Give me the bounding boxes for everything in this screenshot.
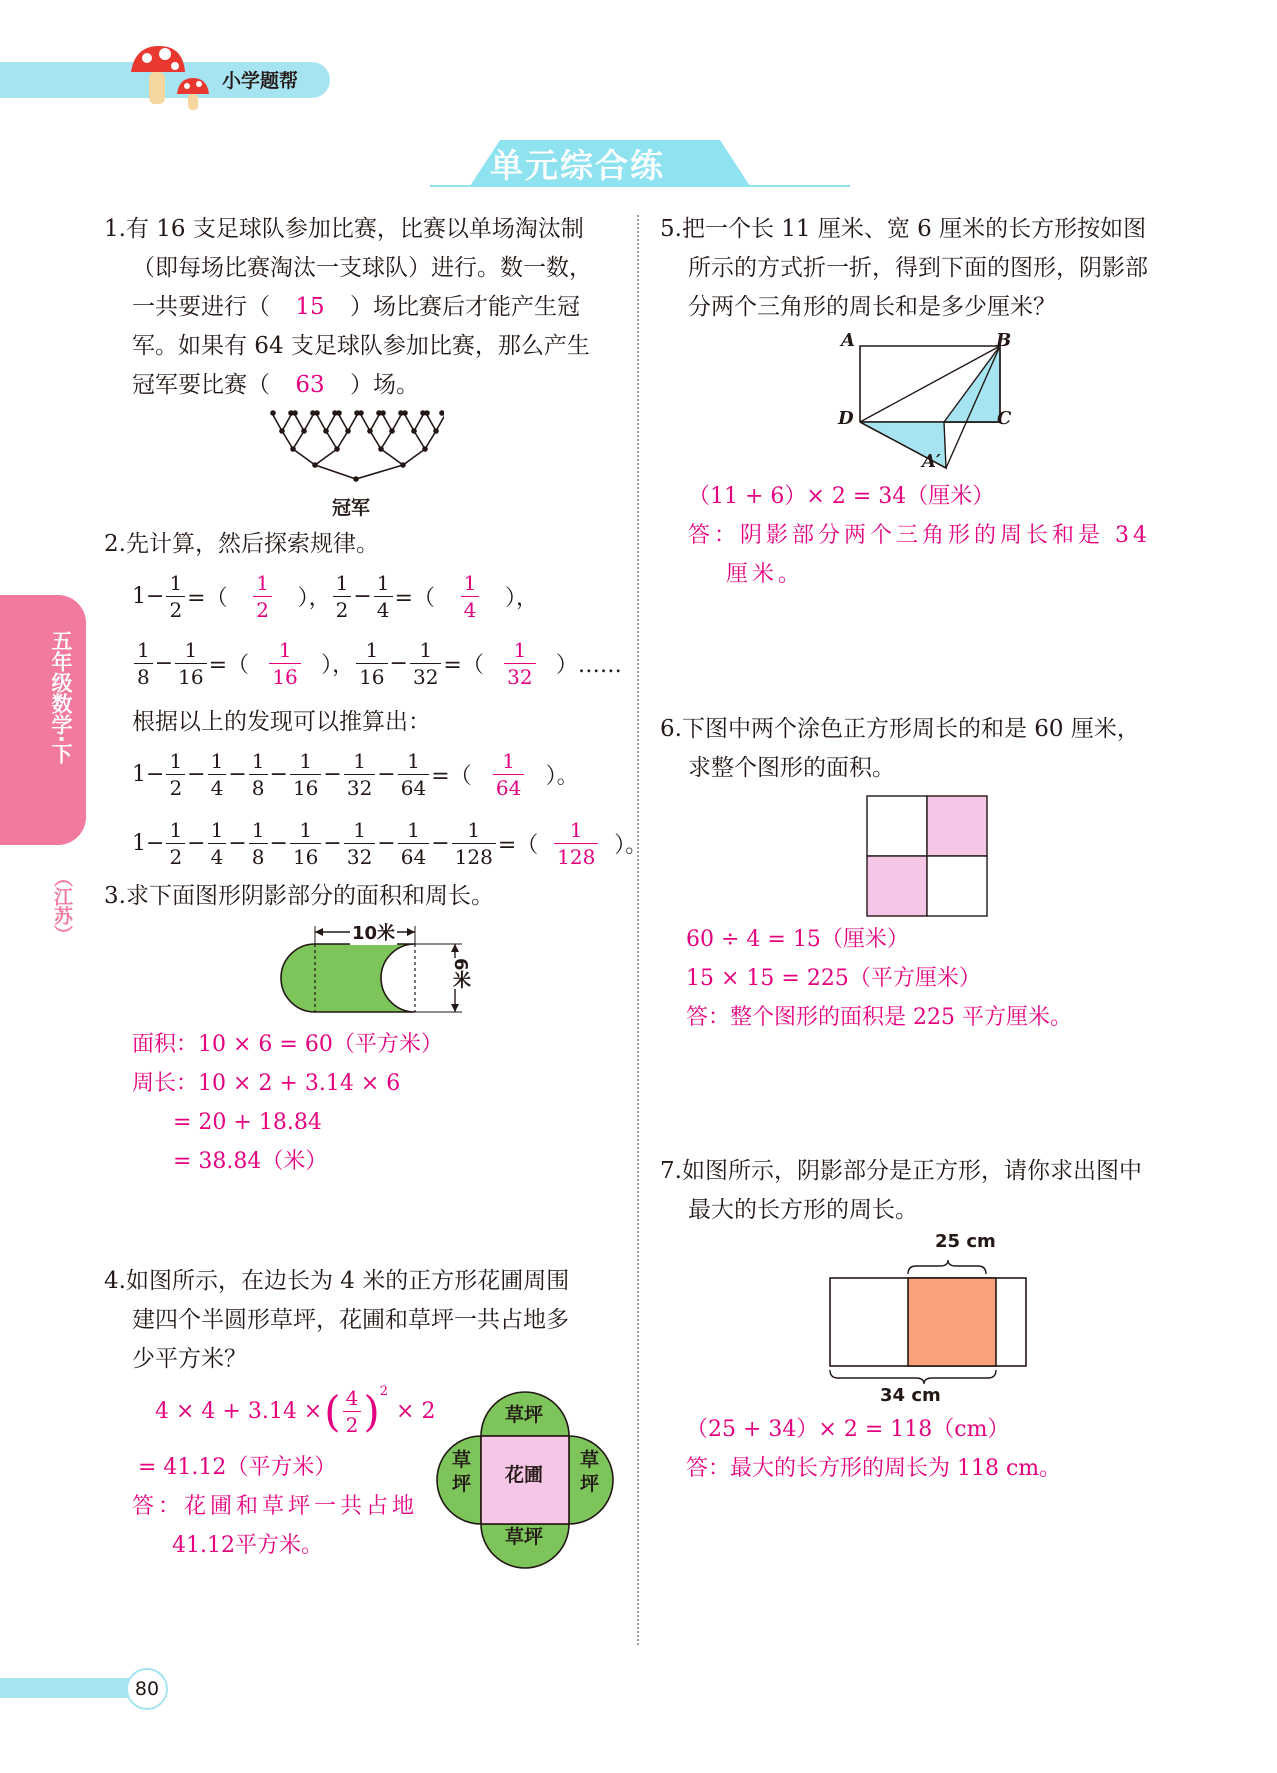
operator: =（ [431,763,472,789]
lawn-bottom-label: 草坪 [505,1526,544,1548]
number: 1 [132,583,146,609]
q6-line: 下图中两个涂色正方形周长的和是 60 厘米， [681,716,1140,742]
q1-line: 一共要进行（ [132,294,270,320]
q7-answer-2: 答：最大的长方形的周长为 118 cm。 [686,1456,1062,1481]
operator: =（ [187,585,228,611]
fraction: $\frac{1}{2}$ [166,748,185,801]
question-number: 5. [660,216,682,242]
q2-title: 先计算，然后探索规律。 [125,531,379,557]
operator: − [228,761,247,787]
question-number: 1. [104,216,126,242]
operator: − [187,761,206,787]
fraction: 1 16 [356,637,387,690]
answer-fraction: $\frac{1}{64}$ [493,748,524,801]
column-divider [637,215,639,1645]
question-3 [104,877,624,916]
q5-line: 分两个三角形的周长和是多少厘米？ [688,294,1056,320]
q7-rectangle-figure [820,1256,1040,1386]
operator: =（ [394,585,435,611]
q2-deduce: 根据以上的发现可以推算出： [132,709,431,735]
operator: ）， [504,585,538,611]
operator: − [146,830,165,856]
fraction: $\frac{1}{2}$ [166,570,185,623]
fraction: $\frac{1}{16}$ [175,637,206,690]
q1-line: 有 16 支足球队参加比赛，比赛以单场淘汰制 [125,216,584,242]
operator: − [389,650,408,676]
point-label-d: D [838,408,854,429]
q6-answer-3: 答：整个图形的面积是 225 平方厘米。 [686,1005,1072,1030]
fraction: $\frac{1}{8}$ [249,817,268,870]
lawn-top-label: 草坪 [505,1404,544,1426]
champion-label: 冠军 [332,497,371,519]
operator: − [323,830,342,856]
q6-answer-2: 15 × 15 = 225（平方厘米） [686,966,981,991]
operator: =（ [443,652,484,678]
mushroom-icon [125,42,225,114]
q4-line: 少平方米？ [132,1346,247,1372]
q4-answer-1: = 41.12（平方米） [138,1455,337,1480]
operator: − [353,583,372,609]
q7-bottom-dimension: 34 cm [880,1385,941,1406]
footer-band [0,1678,140,1698]
q3-title: 求下面图形阴影部分的面积和周长。 [125,883,494,909]
q7-line: 最大的长方形的周长。 [688,1197,918,1223]
q5-answer-1: （11 + 6）× 2 = 34（厘米） [688,484,995,509]
q4-line: 建四个半圆形草坪，花圃和草坪一共占地多 [132,1307,569,1333]
operator: ）， [321,652,355,678]
operator: ）， [297,585,331,611]
operator: − [377,830,396,856]
fraction: $\frac{1}{4}$ [374,570,393,623]
side-tab-label: 五年级数学·下 [49,630,73,764]
operator: − [187,830,206,856]
number: 1 [132,761,146,787]
q7-top-dimension: 25 cm [935,1231,996,1252]
side-tab-region: （江苏） [51,868,73,944]
q2-row-2 [132,632,622,694]
operator: =（ [497,832,539,858]
question-7 [660,1152,1180,1230]
q2-row-4 [132,812,647,874]
q1-line: 军。如果有 64 支足球队参加比赛，那么产生 [132,333,590,359]
operator: ）…… [555,652,622,678]
section-title: 单元综合练 [490,146,665,185]
operator: − [146,761,165,787]
question-number: 7. [660,1158,682,1184]
operator: − [269,830,288,856]
fraction: 4 2 [343,1385,362,1438]
q3-answer-4: = 38.84（米） [173,1149,328,1174]
q5-answer-3: 厘米。 [726,562,805,587]
answer-fraction: $\frac{1}{2}$ [253,570,272,623]
q6-squares-figure [866,795,988,917]
fraction: 1 2 [333,570,352,623]
fraction: 1 8 [134,637,153,690]
question-number: 2. [104,531,126,557]
operator: − [228,830,247,856]
question-number: 4. [104,1268,126,1294]
q1-line: ）场比赛后才能产生冠 [350,294,580,320]
exponent: 2 [379,1384,389,1399]
point-label-b: B [996,330,1012,351]
q3-answer-2: 周长：10 × 2 + 3.14 × 6 [132,1071,401,1096]
answer-fraction: $\frac{1}{128}$ [554,817,598,870]
operator: − [323,761,342,787]
tournament-tree-figure [268,405,444,483]
q4-answer-3: 41.12平方米。 [172,1533,323,1558]
answer-fraction: $\frac{1}{16}$ [269,637,300,690]
fraction: $\frac{1}{4}$ [208,817,227,870]
q7-answer-1: （25 + 34）× 2 = 118（cm） [686,1417,1010,1442]
q1-line: （即每场比赛淘汰一支球队）进行。数一数， [132,255,592,281]
question-number: 6. [660,716,682,742]
q1-line: 冠军要比赛（ [132,372,270,398]
garden-label: 花圃 [505,1464,544,1486]
fraction: $\frac{1}{64}$ [398,817,429,870]
q4-answer-2: 答：花圃和草坪一共占地 [132,1494,419,1519]
fraction: $\frac{1}{32}$ [344,748,375,801]
point-label-c: C [997,408,1012,429]
question-6 [660,710,1180,788]
answer-blank: 15 [295,294,325,320]
answer-blank: 63 [295,372,325,398]
q1-line: ）场。 [350,372,419,398]
question-1 [104,210,624,405]
point-label-a-prime: A′ [922,451,941,472]
operator: − [431,830,450,856]
operator: − [269,761,288,787]
q4-line: 如图所示，在边长为 4 米的正方形花圃周围 [125,1268,570,1294]
q3-height-label: 6米 [447,958,473,989]
operator: ）。 [545,763,579,789]
lawn-right-label: 草 坪 [580,1449,600,1495]
fraction: $\frac{1}{4}$ [208,748,227,801]
answer-fraction: $\frac{1}{4}$ [461,570,480,623]
q2-row-3 [132,743,579,805]
q5-line: 所示的方式折一折，得到下面的图形，阴影部 [688,255,1148,281]
q3-answer-1: 面积：10 × 6 = 60（平方米） [132,1032,443,1057]
q4-formula: 4 × 4 + 3.14 × ( 4 2 ) $^2$ × 2 [155,1384,436,1437]
formula-part: × 2 [396,1398,436,1424]
q6-line: 求整个图形的面积。 [688,755,895,781]
operator: ）。 [614,832,648,858]
number: 1 [132,830,146,856]
question-2 [104,525,624,564]
q7-line: 如图所示，阴影部分是正方形，请你求出图中 [681,1158,1142,1184]
operator: =（ [208,652,250,678]
fraction: $\frac{1}{16}$ [290,748,321,801]
formula-part: 4 × 4 + 3.14 × [155,1398,323,1424]
q3-width-label: 10米 [350,919,397,945]
fraction: $\frac{1}{128}$ [452,817,496,870]
operator: − [154,650,174,676]
q5-line: 把一个长 11 厘米、宽 6 厘米的长方形按如图 [681,216,1147,242]
question-5 [660,210,1180,327]
point-label-a: A [841,330,855,351]
fraction: $\frac{1}{16}$ [290,817,321,870]
brand-label: 小学题帮 [222,70,299,92]
operator: − [377,761,396,787]
fraction: $\frac{1}{64}$ [398,748,429,801]
q5-answer-2: 答：阴影部分两个三角形的周长和是 34 [688,523,1151,548]
q2-row-1 [132,565,538,627]
operator: − [146,583,165,609]
fraction: $\frac{1}{32}$ [344,817,375,870]
page-number: 80 [126,1668,168,1710]
lawn-left-label: 草 坪 [452,1449,472,1495]
q3-answer-3: = 20 + 18.84 [173,1110,322,1135]
fraction: $\frac{1}{2}$ [166,817,185,870]
fraction: $\frac{1}{8}$ [249,748,268,801]
answer-fraction: $\frac{1}{32}$ [504,637,535,690]
question-number: 3. [104,883,126,909]
q6-answer-1: 60 ÷ 4 = 15（厘米） [686,927,909,952]
fraction: $\frac{1}{32}$ [410,637,441,690]
question-4 [104,1262,624,1379]
